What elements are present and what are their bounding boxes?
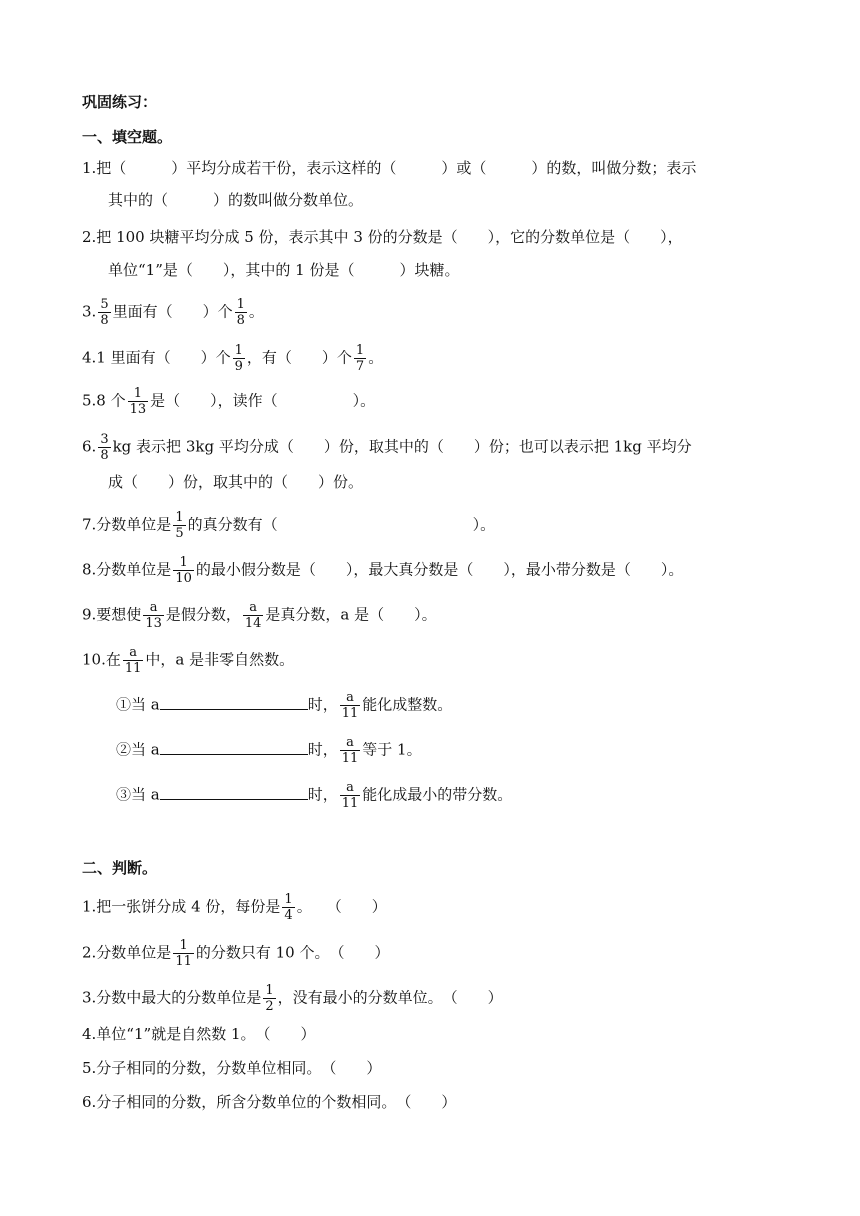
fraction: $\frac{1}{13}$ bbox=[129, 386, 147, 417]
fraction: $\frac{1}{9}$ bbox=[234, 343, 243, 374]
fraction: $\frac{a}{11}$ bbox=[341, 690, 359, 721]
q2-line2: 单位“1”是（ ），其中的 1 份是（ ）块糖。 bbox=[108, 261, 460, 279]
fraction: $\frac{1}{8}$ bbox=[236, 297, 245, 328]
fraction: $\frac{a}{11}$ bbox=[124, 645, 142, 676]
fraction: $\frac{a}{11}$ bbox=[341, 735, 359, 766]
q10: 10.在 $\frac{a}{11}$ 中，a 是非零自然数。 bbox=[82, 645, 295, 676]
fraction: $\frac{a}{14}$ bbox=[244, 600, 262, 631]
j3: 3.分数中最大的分数单位是 $\frac{1}{2}$ ，没有最小的分数单位。 （ ） bbox=[82, 983, 503, 1014]
answer-blank bbox=[160, 784, 308, 800]
j2: 2.分数单位是 $\frac{1}{11}$ 的分数只有 10 个。 （ ） bbox=[82, 938, 390, 969]
j1: 1.把一张饼分成 4 份，每份是 $\frac{1}{4}$ 。 （ ） bbox=[82, 892, 387, 923]
q10-sub3: ③当 a 时， $\frac{a}{11}$ 能化成最小的带分数。 bbox=[116, 780, 513, 811]
q10-sub2: ②当 a 时， $\frac{a}{11}$ 等于 1。 bbox=[116, 735, 422, 766]
q8: 8.分数单位是 $\frac{1}{10}$ 的最小假分数是（ ），最大真分数是（ ），最小带分数是（ ）。 bbox=[82, 555, 684, 586]
page-title: 巩固练习： bbox=[82, 93, 158, 111]
q6-line1: 6. $\frac{3}{8}$ kg 表示把 3kg 平均分成（ ）份，取其中的（ ）份；也可以表示把 1kg 平均分 bbox=[82, 432, 692, 463]
section-heading-judge: 二、判断。 bbox=[82, 859, 158, 877]
j5: 5.分子相同的分数，分数单位相同。 （ ） bbox=[82, 1059, 382, 1077]
fraction: $\frac{1}{7}$ bbox=[355, 343, 365, 374]
fraction: $\frac{1}{11}$ bbox=[175, 938, 192, 969]
fraction: $\frac{3}{8}$ bbox=[100, 432, 109, 463]
answer-blank bbox=[160, 739, 308, 755]
j4: 4.单位“1”就是自然数 1。 （ ） bbox=[82, 1025, 316, 1043]
j6: 6.分子相同的分数，所含分数单位的个数相同。 （ ） bbox=[82, 1093, 457, 1111]
fraction: $\frac{1}{10}$ bbox=[175, 555, 192, 586]
q3: 3. $\frac{5}{8}$ 里面有（ ）个 $\frac{1}{8}$ 。 bbox=[82, 297, 264, 328]
q9: 9.要想使 $\frac{a}{13}$ 是假分数， $\frac{a}{14}$ 是真分数，a 是（ ）。 bbox=[82, 600, 437, 631]
fraction: $\frac{a}{13}$ bbox=[145, 600, 162, 631]
q1-line2: 其中的（ ）的数叫做分数单位。 bbox=[108, 191, 364, 209]
q7: 7.分数单位是 $\frac{1}{5}$ 的真分数有（ ）。 bbox=[82, 510, 496, 541]
fraction: $\frac{5}{8}$ bbox=[100, 297, 109, 328]
q2-line1: 2.把 100 块糖平均分成 5 份，表示其中 3 份的分数是（ ），它的分数单位是（ ）， bbox=[82, 228, 683, 246]
answer-blank bbox=[160, 694, 308, 710]
q1-line1: 1.把（ ）平均分成若干份，表示这样的（ ）或（ ）的数，叫做分数；表示 bbox=[82, 159, 697, 177]
fraction: $\frac{1}{5}$ bbox=[175, 510, 184, 541]
fraction: $\frac{a}{11}$ bbox=[341, 780, 359, 811]
q4: 4.1 里面有（ ）个 $\frac{1}{9}$ ，有（ ）个 $\frac{1}{7}$ 。 bbox=[82, 343, 384, 374]
section-heading-fill: 一、填空题。 bbox=[82, 128, 173, 146]
fraction: $\frac{1}{4}$ bbox=[284, 892, 293, 923]
q10-sub1: ①当 a 时， $\frac{a}{11}$ 能化成整数。 bbox=[116, 690, 453, 721]
fraction: $\frac{1}{2}$ bbox=[265, 983, 274, 1014]
q6-line2: 成（ ）份，取其中的（ ）份。 bbox=[108, 473, 364, 491]
q5: 5.8 个 $\frac{1}{13}$ 是（ ），读作（ ）。 bbox=[82, 386, 376, 417]
